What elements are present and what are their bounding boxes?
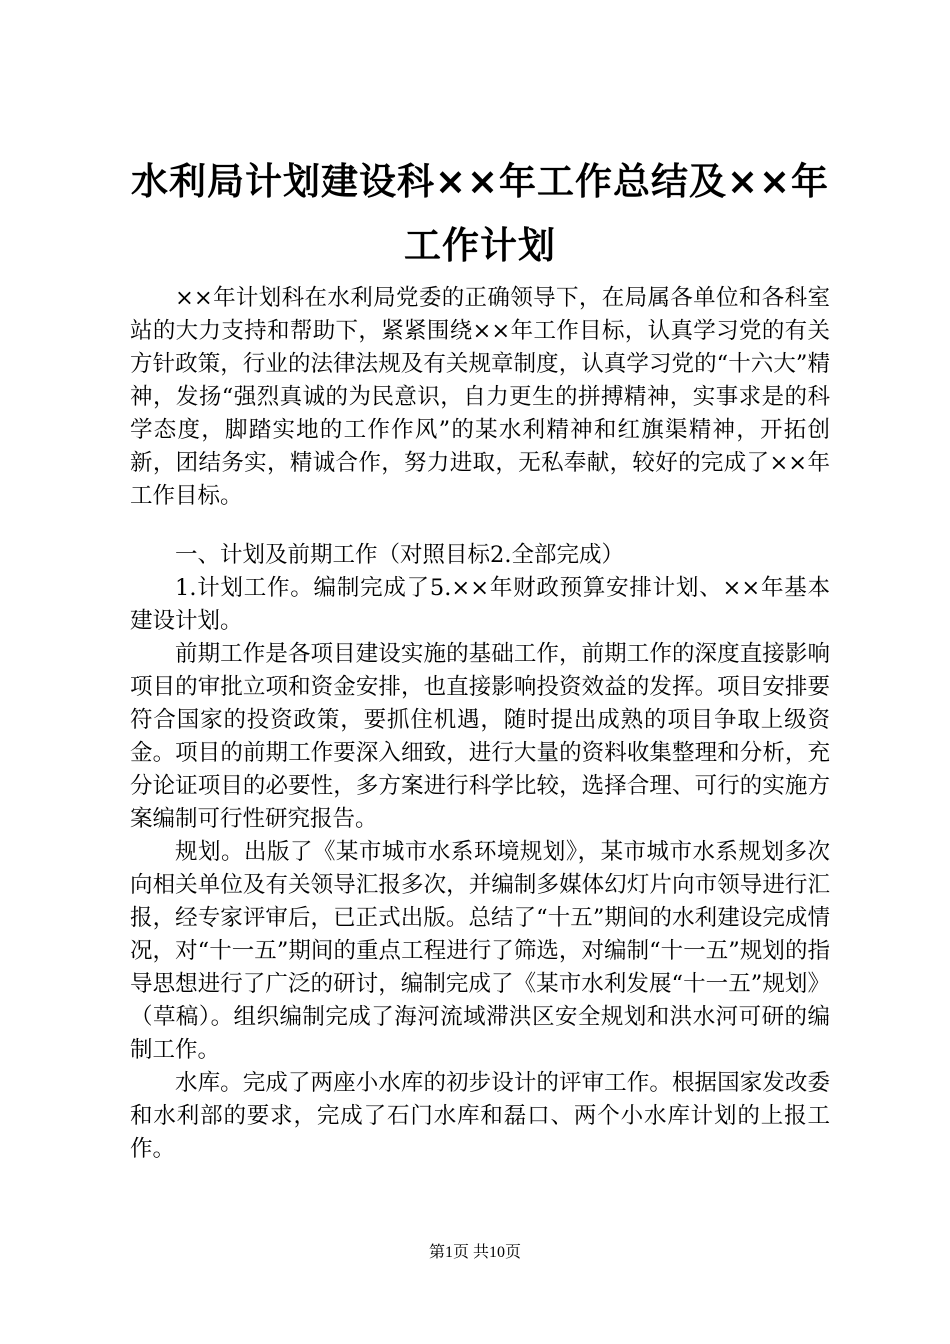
- reservoir-paragraph: 水库。完成了两座小水库的初步设计的评审工作。根据国家发改委和水利部的要求，完成了石门水库和磊口、两个小水库计划的上报工作。: [130, 1070, 830, 1162]
- item-planning-work: 1.计划工作。编制完成了5.××年财政预算安排计划、××年基本建设计划。: [130, 575, 830, 634]
- planning-paragraph: 规划。出版了《某市城市水系环境规划》，某市城市水系规划多次向相关单位及有关领导汇报多次，并编制多媒体幻灯片向市领导进行汇报，经专家评审后，已正式出版。总结了“十五”期间的水利建设完成情况，对“十一五”期间的重点工程进行了筛选，对编制“十一五”规划的指导思想进行了广泛的研讨，编制完成了《某市水利发展“十一五”规划》（草稿）。组织编制完成了海河流域滞洪区安全规划和洪水河可研的编制工作。: [130, 839, 830, 1063]
- document-body: [130, 150, 830, 1166]
- section-heading-planning: 一、计划及前期工作（对照目标2.全部完成）: [175, 542, 624, 568]
- document-title: 水利局计划建设科××年工作总结及××年工作计划: [130, 160, 829, 267]
- intro-paragraph: ××年计划科在水利局党委的正确领导下，在局属各单位和各科室站的大力支持和帮助下，紧紧围绕××年工作目标，认真学习党的有关方针政策，行业的法律法规及有关规章制度，认真学习党的“十六大”精神，发扬“强烈真诚的为民意识，自力更生的拼搏精神，实事求是的科学态度，脚踏实地的工作作风”的某水利精神和红旗渠精神，开拓创新，团结务实，精诚合作，努力进取，无私奉献，较好的完成了××年工作目标。: [130, 285, 830, 509]
- page-footer: 第1页 共10页: [428, 1244, 521, 1261]
- preliminary-work-paragraph: 前期工作是各项目建设实施的基础工作，前期工作的深度直接影响项目的审批立项和资金安排，也直接影响投资效益的发挥。项目安排要符合国家的投资政策，要抓住机遇，随时提出成熟的项目争取上级资金。项目的前期工作要深入细致，进行大量的资料收集整理和分析，充分论证项目的必要性，多方案进行科学比较，选择合理、可行的实施方案编制可行性研究报告。: [130, 641, 830, 832]
